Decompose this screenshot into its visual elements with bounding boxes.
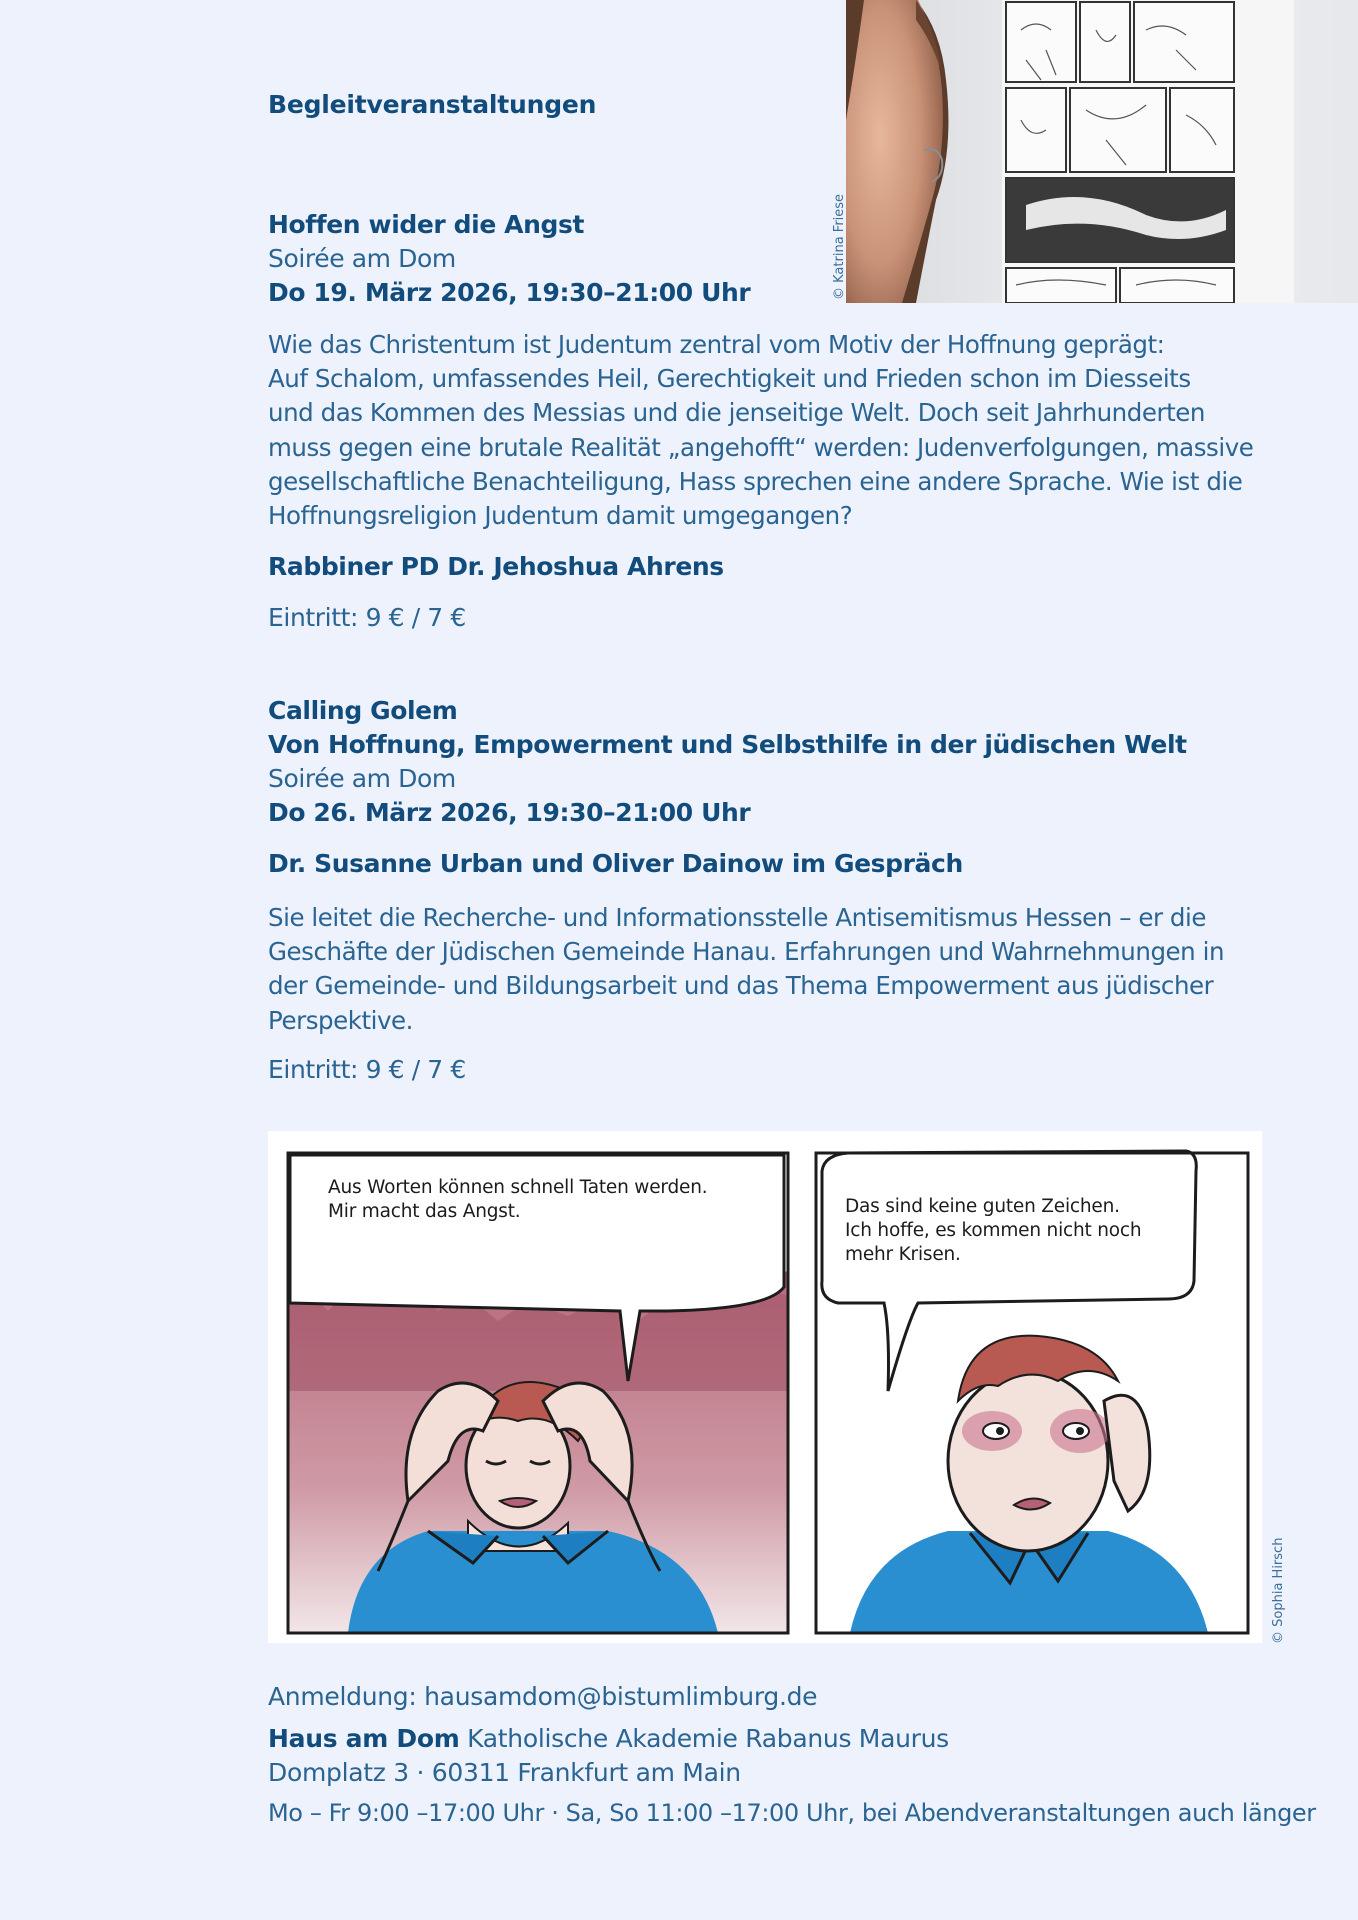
event1-speaker: Rabbiner PD Dr. Jehoshua Ahrens bbox=[268, 552, 724, 581]
event2-speaker: Dr. Susanne Urban und Oliver Dainow im Gespräch bbox=[268, 849, 963, 878]
description-line: gesellschaftliche Benachteiligung, Hass sprechen eine andere Sprache. Wie ist die bbox=[268, 466, 1243, 496]
comic-reader-photo bbox=[846, 0, 1358, 303]
description-line: Auf Schalom, umfassendes Heil, Gerechtigkeit und Frieden schon im Diesseits bbox=[268, 364, 1191, 394]
organization-name: Haus am Dom bbox=[268, 1724, 460, 1753]
comic-credit: © Sophia Hirsch bbox=[1271, 1537, 1286, 1644]
event1-date: Do 19. März 2026, 19:30–21:00 Uhr bbox=[268, 278, 751, 307]
speech-line: Ich hoffe, es kommen nicht noch bbox=[845, 1220, 1142, 1241]
address: Domplatz 3 · 60311 Frankfurt am Main bbox=[268, 1758, 741, 1787]
organization-full-name: Katholische Akademie Rabanus Maurus bbox=[459, 1724, 949, 1753]
description-line: Hoffnungsreligion Judentum damit umgegangen? bbox=[268, 501, 853, 531]
event2-series: Soirée am Dom bbox=[268, 764, 456, 793]
description-line: und das Kommen des Messias und die jenseitige Welt. Doch seit Jahrhunderten bbox=[268, 398, 1205, 428]
speech-line: Das sind keine guten Zeichen. bbox=[845, 1196, 1120, 1217]
description-line: Perspektive. bbox=[268, 1005, 413, 1035]
registration-email[interactable]: Anmeldung: hausamdom@bistumlimburg.de bbox=[268, 1682, 818, 1711]
section-heading: Begleitveranstaltungen bbox=[268, 90, 597, 119]
description-line: muss gegen eine brutale Realität „angehofft“ werden: Judenverfolgungen, massive bbox=[268, 432, 1254, 462]
event2-admission: Eintritt: 9 € / 7 € bbox=[268, 1055, 466, 1084]
comic-strip bbox=[268, 1131, 1262, 1643]
event2-title: Calling Golem bbox=[268, 696, 458, 725]
organization-line bbox=[268, 1724, 949, 1753]
speech-line: mehr Krisen. bbox=[845, 1244, 961, 1265]
speech-bubble-text-1 bbox=[328, 1176, 707, 1224]
event2-description bbox=[268, 901, 1258, 1038]
speech-line: Mir macht das Angst. bbox=[328, 1201, 521, 1222]
description-line: Geschäfte der Jüdischen Gemeinde Hanau. Erfahrungen und Wahrnehmungen in bbox=[268, 937, 1225, 967]
event1-description bbox=[268, 328, 1258, 533]
event1-title: Hoffen wider die Angst bbox=[268, 210, 585, 239]
description-line: Sie leitet die Recherche- und Informationsstelle Antisemitismus Hessen – er die bbox=[268, 903, 1207, 932]
speech-line: Aus Worten können schnell Taten werden. bbox=[328, 1177, 708, 1198]
event2-date: Do 26. März 2026, 19:30–21:00 Uhr bbox=[268, 798, 751, 827]
speech-bubble-text-2 bbox=[845, 1195, 1141, 1267]
event2-subtitle: Von Hoffnung, Empowerment und Selbsthilfe in der jüdischen Welt bbox=[268, 730, 1187, 759]
event1-admission: Eintritt: 9 € / 7 € bbox=[268, 603, 466, 632]
opening-hours: Mo – Fr 9:00 –17:00 Uhr · Sa, So 11:00 –17:00 Uhr, bei Abendveranstaltungen auch länger bbox=[268, 1799, 1316, 1827]
comic-panel-1 bbox=[288, 1153, 788, 1633]
photo-credit: © Katrina Friese bbox=[832, 193, 847, 300]
description-line: der Gemeinde- und Bildungsarbeit und das Thema Empowerment aus jüdischer bbox=[268, 971, 1214, 1001]
event1-series: Soirée am Dom bbox=[268, 244, 456, 273]
description-line: Wie das Christentum ist Judentum zentral vom Motiv der Hoffnung geprägt: bbox=[268, 330, 1165, 359]
